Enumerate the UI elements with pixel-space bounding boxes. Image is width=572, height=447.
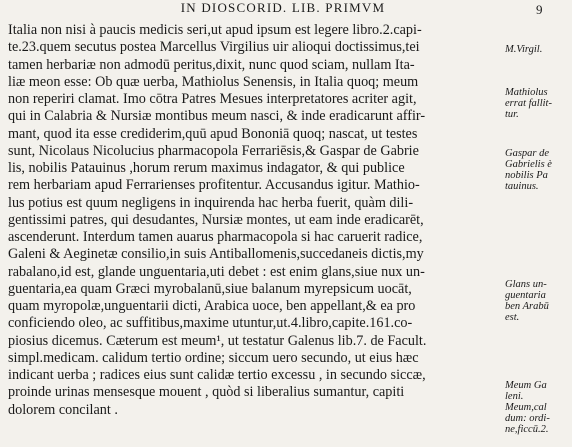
page-number: 9 [536, 2, 543, 17]
marginal-note-virgil [505, 44, 571, 55]
marginal-note-meum [505, 380, 571, 435]
marginal-note-glans [505, 279, 571, 323]
note-line: tauinus. [505, 181, 539, 192]
note-line: Mathiolus [505, 87, 548, 98]
note-line: Gaspar de [505, 148, 550, 159]
text-line: quam myropolæ,unguentarii dicti, Arabica uoce, ben appellant,& ea pro [8, 298, 416, 314]
note-line: errat fallit- [505, 98, 552, 109]
marginal-note-mathiolus [505, 87, 571, 120]
marginal-note-gaspar [505, 148, 571, 192]
running-head: IN DIOSCORID. LIB. PRIMVM [180, 0, 386, 15]
text-line: qui in Calabria & Nursiæ montibus meum nasci, & inde eradicarunt affir- [8, 108, 426, 125]
note-line: Meum Ga [505, 380, 547, 391]
text-line: rabalano,id est, glande unguentaria,uti debet : est enim glans,siue nux un- [8, 263, 425, 280]
note-line: ben Arabū [505, 301, 549, 312]
body-text [8, 22, 498, 419]
note-line: M.Virgil. [505, 44, 543, 55]
text-line: Italia non nisi à paucis medicis seri,ut apud ipsum est legere libro.2.capi- [8, 22, 422, 38]
text-line: tamen herbariæ non admodū peritus,dixit, nunc quod sciam, nullam Ita- [8, 56, 415, 73]
text-line: conficiendo oleo, ac suffitibus,maxime utuntur,ut.4.libro,capite.161.co- [8, 315, 413, 332]
note-line: tur. [505, 109, 519, 120]
note-line: Gabrielis è [505, 159, 552, 170]
text-line: simpl.medicam. calidum tertio ordine; siccum uero secundo, ut eius hæc [8, 349, 419, 366]
note-line: est. [505, 312, 520, 323]
note-line: guentaria [505, 290, 546, 301]
text-line: te.23.quem secutus postea Marcellus Virgilius uir alioqui doctissimus,tei [8, 39, 420, 56]
note-line: Meum,cal [505, 402, 547, 413]
text-line: guentaria,ea quam Græci myrobalanū,siue balanum myrepsicum uocāt, [8, 280, 412, 297]
note-line: ne,ficcū.2. [505, 424, 549, 435]
note-line: nobilis Pa [505, 170, 548, 181]
text-line: sunt, Nicolaus Nicolucius pharmacopola Ferrariēsis,& Gaspar de Gabrie [8, 142, 419, 159]
text-line: indicant uerba ; radices eius sunt calidæ tertio excessu , in secundo siccæ, [8, 367, 426, 383]
text-line: Galeni & Aeginetæ consilio,in suis Antiballomenis,succedaneis dictis,my [8, 246, 424, 263]
text-line: rem herbariam apud Ferrarienses profitentur. Accusandus igitur. Mathio- [8, 177, 420, 194]
note-line: leni. [505, 391, 524, 402]
text-line: liæ meon esse: Ob quæ uerba, Mathiolus Senensis, in Italia quoq; meum [8, 73, 419, 90]
text-line: piosius dicemus. Cæterum est meum¹, ut testatur Galenus lib.7. de Facult. [8, 332, 427, 349]
text-line: lis, nobilis Patauinus ,horum rerum maximus indagator, & qui publice [8, 160, 405, 176]
note-line: Glans un- [505, 279, 547, 290]
text-line: non reperiri clamat. Imo cōtra Patres Mesues interpretatores acriter agit, [8, 91, 417, 107]
text-line: lus potius est quum negligens in inquirenda hac herba fuerit, quàm dili- [8, 194, 414, 211]
text-line: proinde urinas mensesque mouent , quòd si liberalius sumantur, capiti [8, 384, 405, 401]
text-line: ascenderunt. Interdum tamen auarus pharmacopola si hac caruerit radice, [8, 229, 423, 245]
text-line: dolorem concilant . [8, 401, 118, 418]
text-line: gentissimi patres, qui desudantes, Nursiæ montes, ut eam inde eradicarēt, [8, 211, 424, 228]
note-line: dum: ordi- [505, 413, 550, 424]
text-line: mant, quod ita esse crediderim,quū apud Bononiā quoq; nascat, ut testes [8, 125, 418, 142]
